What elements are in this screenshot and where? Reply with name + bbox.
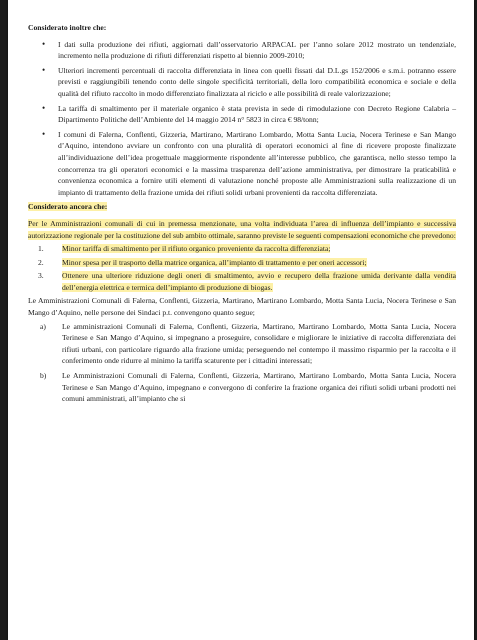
- list-item: • I comuni di Falerna, Conflenti, Gizzeria, Martirano, Martirano Lombardo, Motta Santa Lucia, Nocera Terinese e San Mango d’Aquino, intendono avviare un confronto con una pluralità di operatori economici al fine di ricevere proposte finalizzate all’individuazione dell’idea progettuale maggiormente rispondente all’interesse pubblico, che garantisca, nello stesso tempo la concorrenza tra gli operatori economici e la massima trasparenza dell’azione amministrativa, per dimostrare la praticabilità e convenienza economica a fornire utili elementi di valutazione nonché proposte alle Amministrazioni sulla realizzazione di un impianto di trattamento della frazione umida dei rifiuti solidi urbani provenienti da raccolta differenziata.: [58, 129, 456, 199]
- highlighted-heading-text: Considerato ancora che:: [28, 202, 108, 212]
- item-text: Ottenere una ulteriore riduzione degli oneri di smaltimento, avvio e recupero della frazione umida derivante dalla vendita dell’energia elettrica e termica dell’impianto di produzione di biogas.: [62, 271, 456, 292]
- list-item: [38, 270, 456, 293]
- item-number: 1.: [38, 244, 44, 254]
- item-label: a): [40, 321, 46, 331]
- highlighted-intro-text: Per le Amministrazioni comunali di cui in premessa menzionate, una volta individuata l’area di influenza dell’impianto e successiva autorizzazione regionale per la costituzione del sub ambito ottimale, saranno previste le seguenti compensazioni economiche che prevedono:: [28, 218, 456, 240]
- list-item: • I dati sulla produzione dei rifiuti, aggiornati dall’osservatorio ARPACAL per l’anno solare 2012 mostrato un tendenziale, incremento nella produzione di rifiuti differenziati rispetto al biennio 2009-2010;: [58, 39, 456, 62]
- list-item: [38, 243, 456, 255]
- list-item: • La tariffa di smaltimento per il materiale organico è stata prevista in sede di rimodulazione con Decreto Regione Calabria – Dipartimento Politiche dell’Ambiente del 14 maggio 2014 n° 5823 in circa € 98/tonn;: [58, 103, 456, 126]
- list-item: [40, 370, 456, 405]
- list-item: [40, 321, 456, 367]
- item-text: Minor tariffa di smaltimento per il rifiuto organico proveniente da raccolta differenziata;: [62, 244, 331, 254]
- intro-paragraph: [28, 218, 456, 241]
- item-text: Minor spesa per il trasporto della matrice organica, all’impianto di trattamento e per oneri accessori;: [62, 257, 367, 267]
- list-item: [38, 257, 456, 269]
- item-text: Le amministrazioni Comunali di Falerna, Conflenti, Gizzeria, Martirano, Martirano Lombardo, Motta Santa Lucia, Nocera Terinese e San Mango d’Aquino, si impegnano a proseguire, consolidare e migliorare le iniziative di raccolta differenziata dei rifiuti urbani, con particolare riguardo alla frazione umida; perseguendo nel contempo il massimo risparmio per la raccolta e il conferimento onde ridurre al minimo la tariffa scaturente per i cittadini interessati;: [62, 321, 456, 366]
- commitments-list: [28, 321, 456, 405]
- item-label: b): [40, 371, 47, 381]
- item-text: Le Amministrazioni Comunali di Falerna, Conflenti, Gizzeria, Martirano, Martirano Lombardo, Motta Santa Lucia, Nocera Terinese e San Mango d’Aquino, impegnano e convergono di conferire la frazione organica dei rifiuti solidi urbani prodotti nei comuni amministrati, all’impianto che si: [62, 371, 456, 404]
- considerations-list: [28, 39, 456, 199]
- compensations-list: [28, 243, 456, 293]
- item-number: 3.: [38, 271, 44, 281]
- list-item: • Ulteriori incrementi percentuali di raccolta differenziata in linea con quelli fissati dal D.L.gs 152/2006 e s.m.i. potranno essere previsti e raggiungibili tenendo conto delle singole specificità territoriali, della loro compatibilità economica e sociale e della qualità del rifiuto raccolto in modo differenziato finalizzata al riciclo e alle possibilità di reale valorizzazione;: [58, 65, 456, 100]
- agreement-paragraph: Le Amministrazioni Comunali di Falerna, Conflenti, Gizzeria, Martirano, Martirano Lombardo, Motta Santa Lucia, Nocera Terinese e San Mango d’Aquino, nelle persone dei Sindaci p.t. convengono quanto segue;: [28, 296, 456, 318]
- document-content: [28, 22, 456, 408]
- section-heading-considerato-inoltre: Considerato inoltre che:: [28, 23, 107, 32]
- item-number: 2.: [38, 257, 44, 267]
- section-heading-considerato-ancora: [28, 201, 456, 213]
- document-page: [8, 0, 474, 640]
